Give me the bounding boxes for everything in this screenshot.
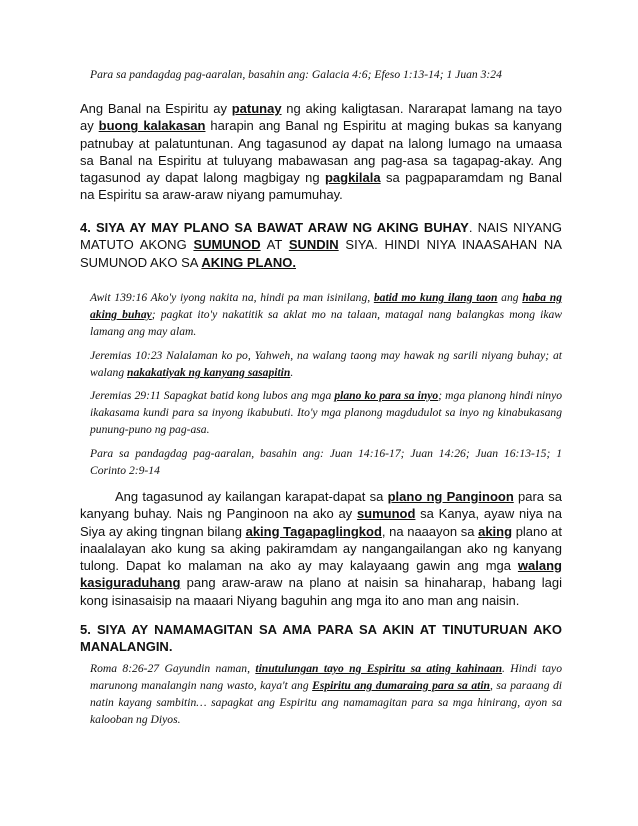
emphasis-tinutulungan: tinutulungan tayo ng Espiritu sa ating kahinaan bbox=[255, 662, 503, 675]
section-heading-4: 4. SIYA AY MAY PLANO SA BAWAT ARAW NG AKING BUHAY. NAIS NIYANG MATUTO AKONG SUMUNOD AT SUNDIN SIYA. HINDI NIYA INAASAHAN NA SUMUNOD AKO SA AKING PLANO. bbox=[80, 220, 562, 270]
emphasis-tagapaglingkod: aking Tagapaglingkod bbox=[245, 523, 382, 539]
emphasis-batid-mo: batid mo kung ilang taon bbox=[373, 291, 498, 304]
emphasis-aking: aking bbox=[478, 523, 513, 539]
emphasis-sumunod-2: sumunod bbox=[356, 506, 416, 522]
paragraph-holy-spirit-proof: Ang Banal na Espiritu ay patunay ng aking kaligtasan. Nararapat lamang na tayo ay buong kalakasan harapin ang Banal ng Espiritu at maging bukas sa kanyang patnubay at palatuntunan. Ang tagasunod ay dapat na lalong lumago na umaasa sa Banal na Espiritu at tuluyang mabawasan ang pag-asa sa tagapag-akay. Ang tagasunod ay dapat lalong magbigay ng pagkilala sa pagpaparamdam ng Banal na Espiritu sa araw-araw niyang pamumuhay. bbox=[80, 101, 563, 203]
emphasis-patunay: patunay bbox=[231, 101, 282, 116]
paragraph-lords-plan: Ang tagasunod ay kailangan karapat-dapat sa plano ng Panginoon para sa kanyang buhay. Nais ng Panginoon na ako ay sumunod sa Kanya, ayaw niya na Siya ay aking tingnan bilang aking Tagapaglingkod, na naaayon sa aking plano at inaalalayan ako kung sa aking pakiramdam ay nangangailangan ako ng kanyang tulong. Dapat ko malaman na ako ay may kalayaang gawin ang mga walang kasiguraduhang pang araw-araw na plano at naisin sa hinaharap, habang lagi kong isinasaisip na maaari Niyang baguhin ang mga ito ano man ang naisin. bbox=[80, 489, 562, 608]
verse-jeremias-10-23: Jeremias 10:23 Nalalaman ko po, Yahweh, na walang taong may hawak ng sarili niyang buhay; at walang nakakatiyak ng kanyang sasapitin. bbox=[90, 349, 562, 379]
section-heading-5: 5. SIYA AY NAMAMAGITAN SA AMA PARA SA AKIN AT TINUTURUAN AKO MANALANGIN. bbox=[80, 622, 562, 655]
emphasis-plano-ko: plano ko para sa inyo bbox=[334, 389, 439, 402]
emphasis-plano-ng-panginoon: plano ng Panginoon bbox=[387, 489, 514, 504]
emphasis-espiritu-dumaraing: Espiritu ang dumaraing para sa atin bbox=[312, 679, 491, 692]
verse-awit-139-16: Awit 139:16 Ako'y iyong nakita na, hindi pa man isinilang, batid mo kung ilang taon ang haba ng aking buhay; pagkat ito'y nakatitik sa aklat mo na talaan, matagal nang balangkas mong ikaw lamang ang may alam. bbox=[90, 291, 563, 338]
emphasis-sumunod: SUMUNOD bbox=[193, 237, 261, 253]
supplementary-reading-galacia: Para sa pandagdag pag-aaralan, basahin ang: Galacia 4:6; Efeso 1:13-14; 1 Juan 3:24 bbox=[90, 68, 502, 81]
emphasis-buong-kalakasan: buong kalakasan bbox=[98, 118, 206, 134]
emphasis-sundin: SUNDIN bbox=[288, 237, 339, 253]
verse-jeremias-29-11: Jeremias 29:11 Sapagkat batid kong lubos ang mga plano ko para sa inyo; mga planong hindi ninyo ikakasama kundi para sa inyong ikabubuti. Ito'y mga planong magdudulot sa inyo ng kinabukasang punung-puno ng pag-asa. bbox=[90, 389, 563, 436]
emphasis-pagkilala: pagkilala bbox=[324, 170, 381, 186]
verse-roma-8-26: Roma 8:26-27 Gayundin naman, tinutulungan tayo ng Espiritu sa ating kahinaan. Hindi tayo marunong manalangin nang wasto, kaya't ang Espiritu ang dumaraing para sa atin, sa paraang di natin kayang sambitin… sapagkat ang Espiritu ang namamagitan para sa mga hinirang, ayon sa kalooban ng Diyos. bbox=[90, 662, 563, 726]
supplementary-reading-juan: Para sa pandagdag pag-aaralan, basahin ang: Juan 14:16-17; Juan 14:26; Juan 16:13-15; 1 Corinto 2:9-14 bbox=[90, 447, 562, 477]
emphasis-aking-plano: AKING PLANO. bbox=[201, 254, 296, 270]
emphasis-nakakatiyak: nakakatiyak ng kanyang sasapitin bbox=[127, 366, 291, 379]
emphasis-walang-kasiguraduhang: walang kasiguraduhang bbox=[80, 558, 562, 591]
emphasis-haba-ng-buhay: haba ng aking buhay bbox=[90, 291, 563, 321]
